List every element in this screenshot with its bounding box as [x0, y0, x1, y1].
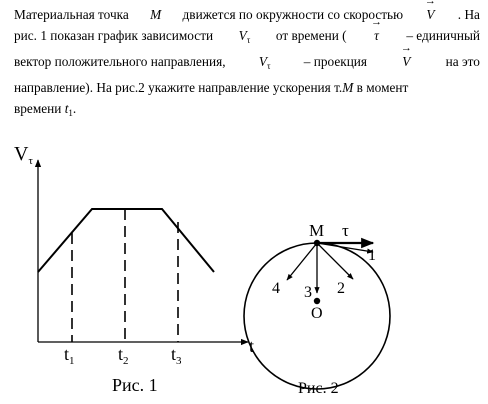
- arrow-4: [287, 243, 317, 280]
- tau-label: τ: [342, 221, 349, 240]
- problem-line-4: направление). На рис.2 укажите направление ускорения т.M в момент: [14, 80, 409, 95]
- problem-line-3: вектор положительного направления, $V_\tau$ – проекция → V на это: [14, 51, 480, 77]
- tick-t2: $t_2$: [118, 344, 129, 367]
- tick-t1: $t_1$: [64, 344, 75, 367]
- center-point-o: [314, 298, 320, 304]
- v-tau-symbol: $V_\tau$: [238, 28, 251, 45]
- problem-line-5: времени $t_1$.: [14, 101, 77, 118]
- arrow-4-label: 4: [272, 280, 280, 297]
- tau-vector-symbol: → τ: [372, 25, 381, 51]
- center-o-label: O: [311, 305, 323, 322]
- arrow-1-label: 1: [368, 247, 376, 264]
- problem-line-2: рис. 1 показан график зависимости $V_\tau$ от времени ( → τ – единичный: [14, 25, 480, 51]
- arrow-3-label: 3: [304, 284, 312, 301]
- velocity-vector-symbol-2: → V: [400, 51, 412, 77]
- figure-1-caption: Рис. 1: [112, 375, 158, 395]
- velocity-vector-symbol: → V: [424, 4, 436, 25]
- velocity-curve: [38, 209, 214, 272]
- figure-1-graph: [14, 143, 254, 395]
- x-axis-label: t: [249, 336, 255, 356]
- v-tau-symbol-2: $V_\tau$: [258, 54, 271, 71]
- arrow-2-label: 2: [337, 280, 345, 297]
- figure-2-caption: Рис. 2: [298, 380, 339, 397]
- figure-2-circle: [244, 221, 390, 397]
- problem-line-1: Материальная точка M движется по окружности со скоростью → V . На: [14, 4, 480, 25]
- point-m-label: M: [309, 221, 325, 240]
- tick-t3: $t_3$: [171, 344, 182, 367]
- y-axis-label: $V_\tau$: [14, 143, 33, 167]
